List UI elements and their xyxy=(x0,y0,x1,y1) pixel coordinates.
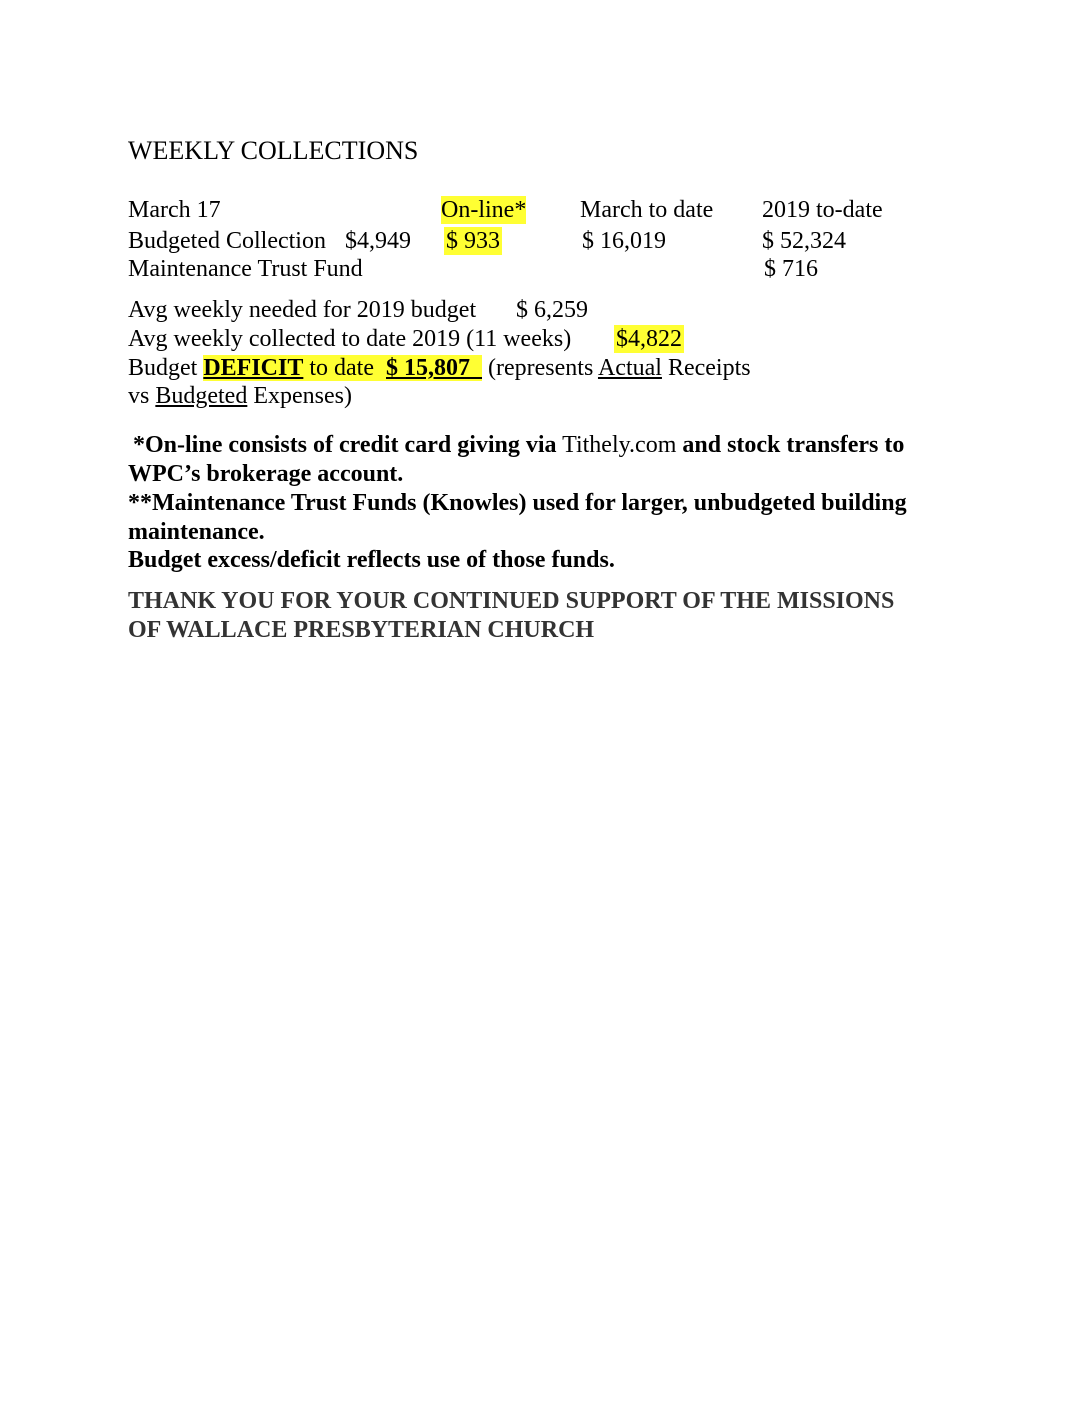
deficit-line xyxy=(128,354,751,382)
budgeted-collection-label: Budgeted Collection xyxy=(128,228,326,254)
budgeted-online-amount: $ 933 xyxy=(446,228,500,254)
excess-note: Budget excess/deficit reflects use of those funds. xyxy=(128,547,615,573)
month-to-date-column-header: March to date xyxy=(580,197,714,223)
year-to-date-column-header: 2019 to-date xyxy=(762,197,883,223)
deficit-line-2 xyxy=(128,382,352,410)
online-note-line-2: WPC’s brokerage account. xyxy=(128,461,404,487)
online-note-site: Tithely.com xyxy=(562,432,677,458)
avg-collected-label: Avg weekly collected to date 2019 (11 weeks) xyxy=(128,326,572,352)
deficit-amount: $ 15,807 xyxy=(386,355,470,381)
avg-needed-label: Avg weekly needed for 2019 budget xyxy=(128,297,477,323)
deficit-actual: Actual xyxy=(597,355,662,381)
deficit-prefix: Budget xyxy=(128,355,198,381)
budgeted-year-to-date: $ 52,324 xyxy=(762,228,846,254)
report-date: March 17 xyxy=(128,197,221,223)
online-note-b: and stock transfers to xyxy=(682,432,905,458)
online-note-a: *On-line consists of credit card giving via xyxy=(133,432,557,458)
deficit-to-date: to date xyxy=(309,355,374,381)
deficit-receipts: Receipts xyxy=(667,355,751,381)
deficit-word: DEFICIT xyxy=(203,355,304,381)
maintenance-year-to-date: $ 716 xyxy=(764,256,818,282)
thanks-line-2: OF WALLACE PRESBYTERIAN CHURCH xyxy=(128,617,595,643)
avg-collected-value: $4,822 xyxy=(616,326,682,352)
deficit-expenses: Expenses) xyxy=(253,383,352,409)
maintenance-note-line-1: **Maintenance Trust Funds (Knowles) used for larger, unbudgeted building xyxy=(128,490,907,516)
deficit-budgeted: Budgeted xyxy=(155,383,248,409)
page-title: WEEKLY COLLECTIONS xyxy=(128,136,419,165)
avg-needed-value: $ 6,259 xyxy=(516,297,588,323)
budgeted-month-to-date: $ 16,019 xyxy=(582,228,666,254)
maintenance-note-line-2: maintenance. xyxy=(128,519,265,545)
online-note-line-1 xyxy=(133,431,904,459)
online-column-header: On-line* xyxy=(441,197,527,223)
budgeted-collection-amount: $4,949 xyxy=(345,228,411,254)
deficit-note: (represents xyxy=(488,355,594,381)
maintenance-trust-label: Maintenance Trust Fund xyxy=(128,256,363,282)
deficit-vs: vs xyxy=(128,383,150,409)
thanks-line-1: THANK YOU FOR YOUR CONTINUED SUPPORT OF THE MISSIONS xyxy=(128,588,895,614)
